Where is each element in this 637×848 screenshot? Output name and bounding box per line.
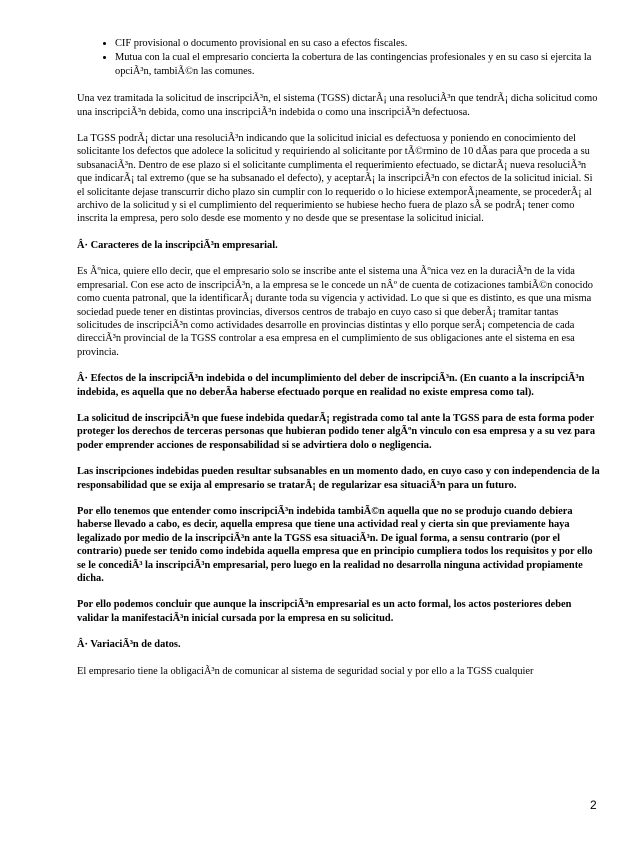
bullet-list <box>77 37 601 78</box>
paragraph-subsanables: Las inscripciones indebidas pueden resultar subsanables en un momento dado, en cuyo caso y con independencia de la responsabilidad que se exija al empresario se tratarÃ¡ de regularizar esa situaciÃ³n para un futuro. <box>77 466 600 491</box>
heading-efectos: Â· Efectos de la inscripciÃ³n indebida o del incumplimiento del deber de inscripciÃ³n. (En cuanto a la inscripciÃ³n indebida, es aquella que no deberÃa haberse efectuado porque en realidad no existe empresa como tal). <box>77 373 585 398</box>
paragraph-defectuosa: La TGSS podrÃ¡ dictar una resoluciÃ³n indicando que la solicitud inicial es defectuosa y poniendo en conocimiento del solicitante los defectos que adolece la solicitud y requiriendo al solicitante por tÃ©rmino de 10 dÃas para que proceda a su subsanaciÃ³n. Dentro de ese plazo si el solicitante cumplimenta el requerimiento efectuado, se dictarÃ¡ nueva resoluciÃ³n que indicarÃ¡ tal extremo (que se ha subsanado el defecto), y aceptarÃ¡ la inscripciÃ³n con efectos de la solicitud inicial. Si el solicitante dejase transcurrir dicho plazo sin cumplir con lo requerido o lo hiciese extemporÃ¡neamente, se procederÃ¡ al archivo de la solicitud y si el cumplimiento del requerimiento se hubiese hecho fuera de plazo sÃ se podrÃ¡ tener como inscrita la empresa, pero solo desde ese momento y no desde que se presentase la solicitud inicial. <box>77 133 593 225</box>
heading-variacion: Â· VariaciÃ³n de datos. <box>77 639 181 651</box>
paragraph-obligacion: El empresario tiene la obligaciÃ³n de comunicar al sistema de seguridad social y por ello a la TGSS cualquier <box>77 665 534 677</box>
heading-caracteres: Â· Caracteres de la inscripciÃ³n empresarial. <box>77 239 278 251</box>
page-number: 2 <box>590 798 597 812</box>
paragraph-entender-indebida: Por ello tenemos que entender como inscripciÃ³n indebida tambiÃ©n aquella que no se produjo cuando debiera haberse llevado a cabo, es decir, aquella empresa que tiene una actividad real y cierta sin que previamente haya legalizado por medio de la inscripciÃ³n ante la TGSS esa situaciÃ³n. De igual forma, a sensu contrario (por el contrario) puede ser tenido como indebida aquella empresa que en principio cumpliera todos los requisitos y por ello se le concediÃ³ la inscripciÃ³n empresarial, pero luego en la realidad no desarrolla ninguna actividad propiamente dicha. <box>77 505 593 584</box>
bullet-item-mutua: • Mutua con la cual el empresario concierta la cobertura de las contingencias profesionales y en su caso si ejercita la opciÃ³n, tambiÃ©n las comunes. <box>115 51 601 78</box>
paragraph-resolucion: Una vez tramitada la solicitud de inscripciÃ³n, el sistema (TGSS) dictarÃ¡ una resoluciÃ³n que tendrÃ¡ dicha solicitud como una inscripciÃ³n debida, como una inscripciÃ³n indebida o como una inscripciÃ³n defectuosa. <box>77 93 598 118</box>
bullet-item-cif: • CIF provisional o documento provisional en su caso a efectos fiscales. <box>115 37 601 50</box>
paragraph-unica: Es Ãºnica, quiere ello decir, que el empresario solo se inscribe ante el sistema una Ãºnica vez en la duraciÃ³n de la vida empresarial. Con ese acto de inscripciÃ³n, a la empresa se le concede un nÂº de cuenta de cotizaciones tambiÃ©n conocido como cuenta patronal, que la identificarÃ¡ durante toda su vigencia y actividad. Lo que si que es distinto, es que una misma sociedad puede tener en distintas provincias, diversos centros de trabajo en cuyo caso si que deberÃ¡ tramitar tantas solicitudes de inscripciÃ³n como actividades desarrolle en provincias distintas y ello porque serÃ¡ competencia de cada direcciÃ³n provincial de la TGSS controlar a esa empresa en el cumplimiento de sus obligaciones ante el sistema en esa provincia. <box>77 266 593 358</box>
paragraph-concluir: Por ello podemos concluir que aunque la inscripciÃ³n empresarial es un acto formal, los actos posteriores deben validar la manifestaciÃ³n inicial cursada por la empresa en su solicitud. <box>77 599 572 624</box>
page-content <box>77 37 601 691</box>
paragraph-indebida-registrada: La solicitud de inscripciÃ³n que fuese indebida quedarÃ¡ registrada como tal ante la TGSS para de esta forma poder proteger los derechos de terceras personas que hubieran podido tener algÃºn vinculo con esa empresa y a su vez para poder emprender acciones de responsabilidad si se advirtiera dolo o negligencia. <box>77 412 596 451</box>
